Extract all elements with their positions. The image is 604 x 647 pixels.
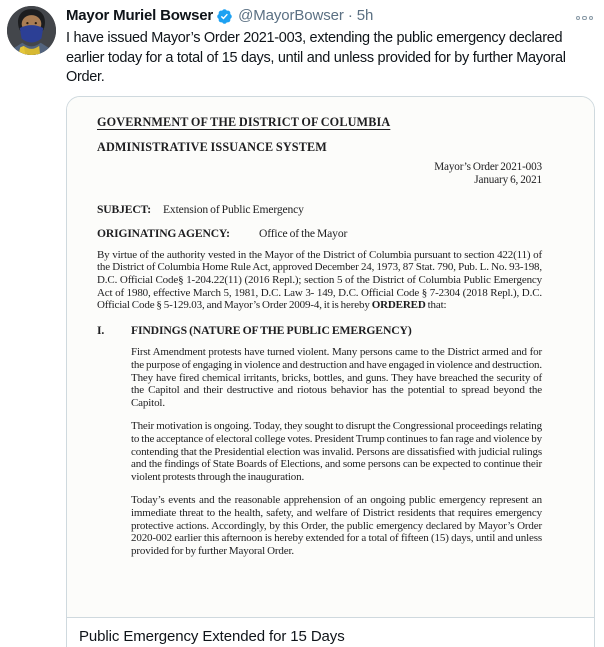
subject-row bbox=[97, 204, 542, 217]
image-caption: Public Emergency Extended for 15 Days bbox=[67, 617, 594, 647]
agency-value: Office of the Mayor bbox=[259, 227, 348, 241]
section-title: FINDINGS (NATURE OF THE PUBLIC EMERGENCY) bbox=[131, 323, 412, 337]
verified-badge-icon bbox=[216, 8, 233, 25]
document-heading: GOVERNMENT OF THE DISTRICT OF COLUMBIA bbox=[97, 114, 391, 129]
preamble-paragraph: By virtue of the authority vested in the Mayor of the District of Columbia pursuant to section 422(11) of the District of Columbia Home Rule Act, approved December 24, 1973, 87 Stat. 790, Pub. L. No. 93-198, D.C. Official Code§ 1-204.22(11) (2016 Repl.); section 5 of the District of Columbia Public Emergency Act of 1980, effective March 5, 1981, D.C. Law 3- 149, D.C. Official Code § 7-2304 (2018 Repl.), D.C. Official Code § 5-129.03, and Mayor’s Order 2009-4, it is hereby ORDERED that: bbox=[97, 248, 542, 312]
order-info bbox=[97, 161, 542, 188]
section-heading bbox=[97, 325, 542, 338]
findings-paragraph: Their motivation is ongoing. Today, they sought to disrupt the Congressional proceedings relating to the acceptance of electoral college votes. President Trump continues to fan rage and violence by contending that the Presidential election was invalid. Persons are dissatisfied with judicial rulings and the findings of State Boards of Elections, and some persons can be expected to continue their violent protests through the inauguration. bbox=[131, 420, 542, 483]
findings-paragraph: Today’s events and the reasonable apprehension of an ongoing public emergency represent an immediate threat to the health, safety, and welfare of District residents that requires emergency protective actions. Accordingly, by this Order, the public emergency declared by Mayor’s Order 2020-002 earlier this afternoon is hereby extended for a total of fifteen (15) days, until and unless provided for by further Mayoral Order. bbox=[131, 494, 542, 557]
tweet-timestamp[interactable]: 5h bbox=[356, 7, 374, 24]
tweet-body-text: I have issued Mayor’s Order 2021-003, extending the public emergency declared earlier today for a total of 15 days, until and unless provided for by further Mayoral Order. bbox=[66, 30, 566, 85]
subject-label: SUBJECT: bbox=[97, 202, 151, 216]
avatar[interactable] bbox=[7, 6, 56, 55]
section-number: I. bbox=[97, 323, 105, 337]
document-subheading: ADMINISTRATIVE ISSUANCE SYSTEM bbox=[97, 140, 327, 155]
author-meta bbox=[238, 6, 373, 26]
tweet-header bbox=[66, 5, 595, 26]
order-date: January 6, 2021 bbox=[474, 174, 542, 187]
agency-row bbox=[97, 228, 542, 241]
tweet-main bbox=[66, 5, 595, 647]
avatar-image bbox=[7, 6, 56, 55]
meta-separator: · bbox=[347, 7, 353, 24]
findings-paragraph: First Amendment protests have turned violent. Many persons came to the District armed and for the purpose of engaging in violence and destruction and have engaged in violence and destruction. They have fired chemical irritants, bricks, bottles, and guns. They have breached the security of the Capitol and their destructive and riotous behavior has the potential to spread beyond the Capitol. bbox=[131, 346, 542, 409]
subject-value: Extension of Public Emergency bbox=[163, 202, 304, 216]
order-number: Mayor’s Order 2021-003 bbox=[434, 160, 542, 173]
more-options-icon[interactable] bbox=[576, 12, 596, 21]
author-handle[interactable]: @MayorBowser bbox=[238, 7, 344, 24]
agency-label: ORIGINATING AGENCY: bbox=[97, 227, 230, 241]
document-image[interactable] bbox=[67, 97, 594, 617]
author-display-name[interactable]: Mayor Muriel Bowser bbox=[66, 7, 214, 24]
attached-document-card bbox=[66, 96, 595, 647]
